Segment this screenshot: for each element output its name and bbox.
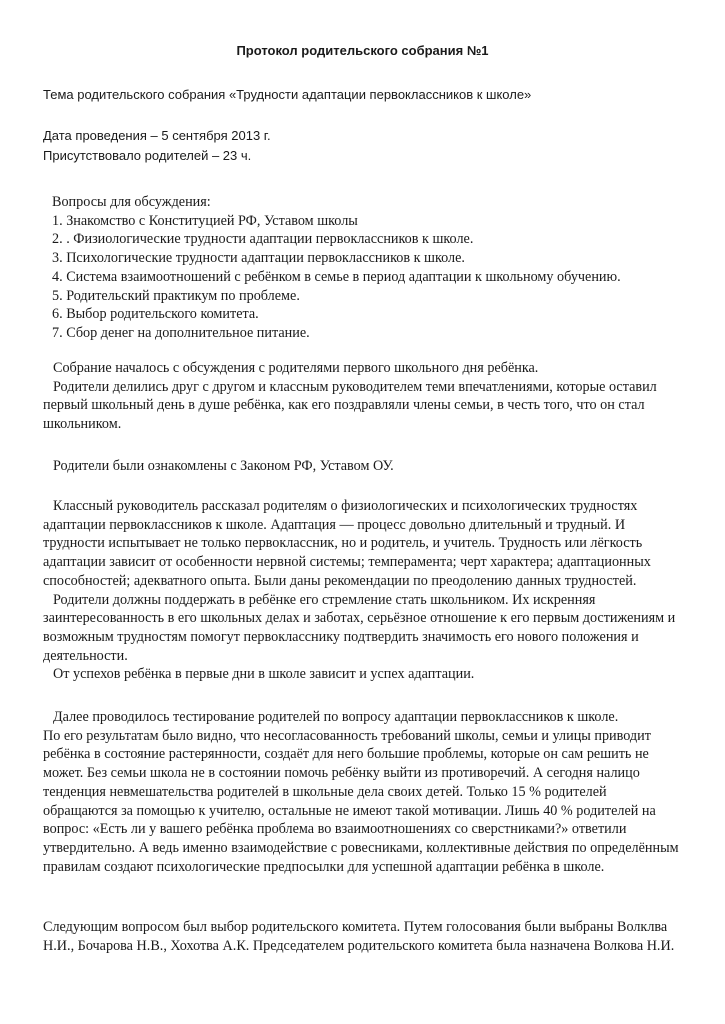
paragraph: Собрание началось с обсуждения с родителями первого школьного дня ребёнка. bbox=[53, 360, 539, 376]
questions-heading: Вопросы для обсуждения: bbox=[52, 194, 211, 210]
meeting-topic: Тема родительского собрания «Трудности адаптации первоклассников к школе» bbox=[43, 87, 532, 102]
paragraph: Родители должны поддержать в ребёнке его стремление стать школьником. Их искренняя заинтересованность в его школьных делах и заботах, серьёзное отношение к его первым достижениям и возможным трудностям помогут первокласснику подтвердить значимость его нового положения и деятельности. bbox=[43, 591, 676, 664]
minutes-section-testing bbox=[43, 708, 683, 876]
question-item: 7. Сбор денег на дополнительное питание. bbox=[52, 324, 310, 341]
paragraph: Классный руководитель рассказал родителям о физиологических и психологических трудностях адаптации первоклассников к школе. Адаптация — процесс довольно длительный и трудный. И трудности испытывает не только первоклассник, но и родитель, и учитель. Трудность или лёгкость адаптации зависит от особенности нервной системы; темперамента; черт характера; адаптационных способностей; адекватного опыта. Были даны рекомендации по преодолению данных трудностей. bbox=[43, 498, 651, 589]
paragraph: Далее проводилось тестирование родителей по вопросу адаптации первоклассников к школе. bbox=[53, 709, 619, 725]
question-item: 2. . Физиологические трудности адаптации первоклассников к школе. bbox=[52, 231, 474, 248]
minutes-section-law bbox=[43, 457, 683, 476]
question-item: 1. Знакомство с Конституцией РФ, Уставом школы bbox=[52, 212, 358, 229]
paragraph: Родители делились друг с другом и классным руководителем теми впечатлениями, которые оставил первый школьный день в душе ребёнка, как его поздравляли члены семьи, в честь того, что он стал школьником. bbox=[43, 378, 657, 433]
minutes-section-adaptation bbox=[43, 497, 683, 684]
meeting-date: Дата проведения – 5 сентября 2013 г. bbox=[43, 128, 271, 143]
minutes-section-first-day bbox=[43, 359, 683, 434]
document-title: Протокол родительского собрания №1 bbox=[236, 43, 489, 58]
question-item: 3. Психологические трудности адаптации первоклассников к школе. bbox=[52, 250, 465, 267]
paragraph: По его результатам было видно, что несогласованность требований школы, семьи и улицы приводит ребёнка в состояние растерянности, создаёт для него большие проблемы, которые он сам решить не может. Без семьи школа не в состоянии помочь ребёнку выйти из противоречий. А сегодня налицо тенденция невмешательства родителей в школьные дела своих детей. Только 15 % родителей обращаются за помощью к учителю, остальные не имеют такой мотивации. Лишь 40 % родителей на вопрос: «Есть ли у вашего ребёнка проблема во взаимоотношениях со сверстниками?» ответили утвердительно. А ведь именно взаимодействие с ровесниками, коллективные действия по определённым правилам создают психологические предпосылки для успешной адаптации ребёнка в школе. bbox=[43, 727, 679, 875]
paragraph: Следующим вопросом был выбор родительского комитета. Путем голосования были выбраны Волклва Н.И., Бочарова Н.В., Хохотва А.К. Председателем родительского комитета была назначена Волкова Н.И. bbox=[43, 919, 675, 954]
minutes-section-committee bbox=[43, 918, 683, 955]
paragraph: От успехов ребёнка в первые дни в школе зависит и успех адаптации. bbox=[53, 666, 475, 683]
attendance-count: Присутствовало родителей – 23 ч. bbox=[43, 148, 252, 163]
paragraph: Родители были ознакомлены с Законом РФ, Уставом ОУ. bbox=[53, 458, 394, 474]
question-item: 5. Родительский практикум по проблеме. bbox=[52, 287, 300, 304]
question-item: 4. Система взаимоотношений с ребёнком в семье в период адаптации к школьному обучению. bbox=[52, 268, 621, 285]
question-item: 6. Выбор родительского комитета. bbox=[52, 306, 259, 323]
